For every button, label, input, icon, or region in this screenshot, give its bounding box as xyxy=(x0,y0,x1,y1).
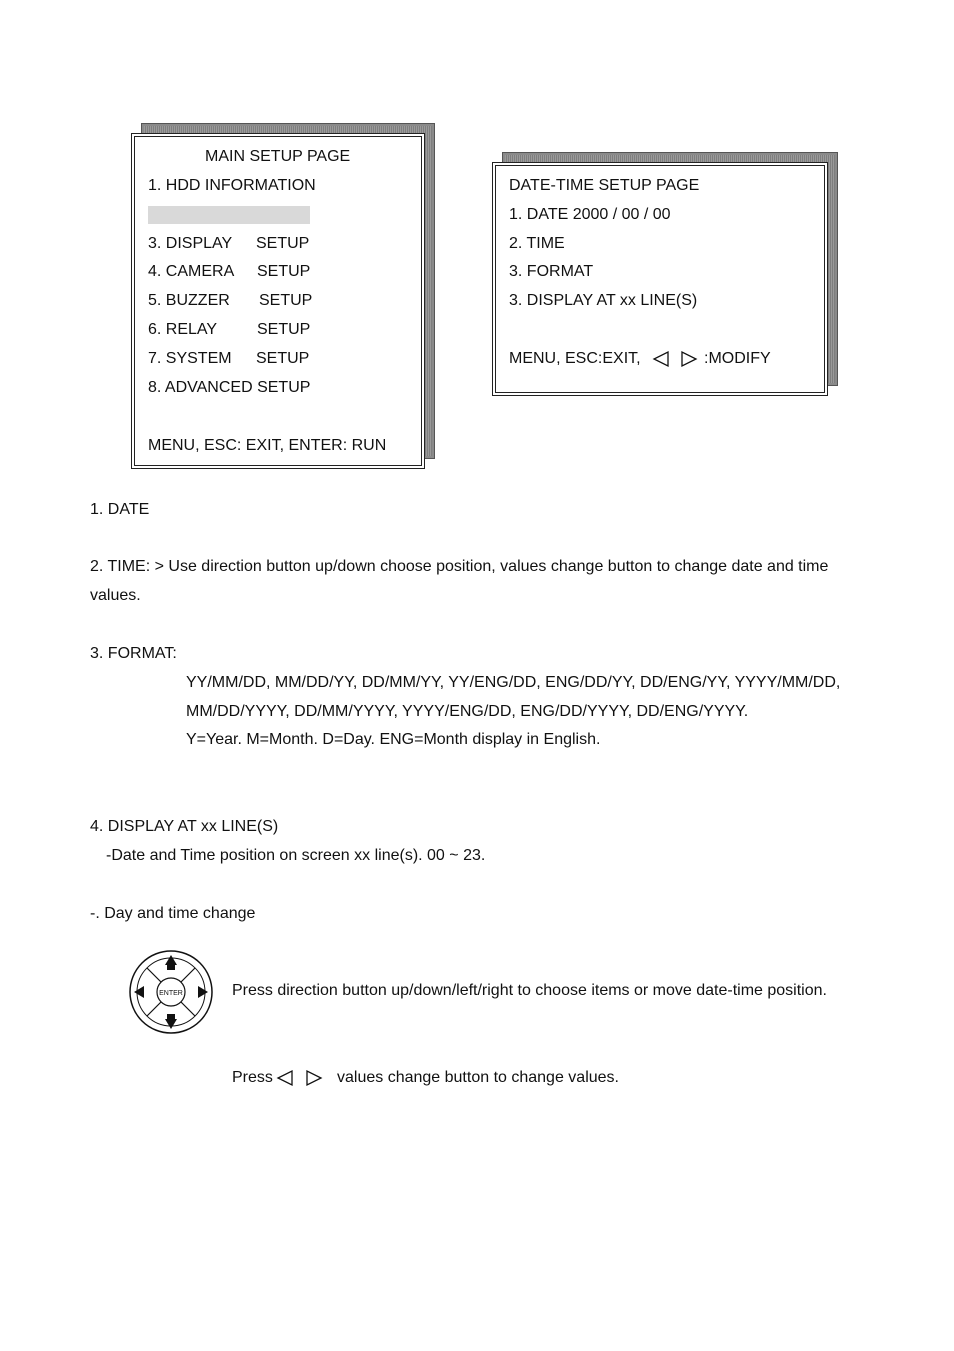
format-heading: 3. FORMAT: xyxy=(90,645,177,662)
main-menu-item-hdd[interactable]: 1. HDD INFORMATION xyxy=(148,177,316,194)
datetime-menu-footer-suffix: :MODIFY xyxy=(704,350,771,367)
right-triangle-icon xyxy=(680,350,698,368)
main-menu-item-buzzer[interactable]: 5. BUZZER xyxy=(148,292,230,309)
datetime-menu-item-date[interactable]: 1. DATE 2000 / 00 / 00 xyxy=(509,206,671,223)
main-menu-item-camera-setup: SETUP xyxy=(257,263,311,280)
format-options-line2: MM/DD/YYYY, DD/MM/YYYY, YYYY/ENG/DD, ENG/DD/YYYY, DD/ENG/YYYY. xyxy=(186,703,749,720)
main-menu-item-relay[interactable]: 6. RELAY xyxy=(148,321,218,338)
display-description: -Date and Time position on screen xx line(s). 00 ~ 23. xyxy=(106,847,486,864)
main-menu-item-display-setup: SETUP xyxy=(256,235,310,252)
enter-label: ENTER xyxy=(159,990,183,997)
date-heading: 1. DATE xyxy=(90,501,150,518)
main-menu-item-relay-setup: SETUP xyxy=(257,321,311,338)
left-triangle-icon xyxy=(276,1069,294,1087)
main-menu-footer: MENU, ESC: EXIT, ENTER: RUN xyxy=(148,437,387,454)
press-prefix: Press xyxy=(232,1069,273,1086)
format-legend: Y=Year. M=Month. D=Day. ENG=Month display in English. xyxy=(186,731,601,748)
main-setup-menu xyxy=(131,133,425,469)
datetime-setup-menu xyxy=(492,162,828,396)
main-menu-selected-item[interactable] xyxy=(148,206,310,224)
datetime-menu-item-time[interactable]: 2. TIME xyxy=(509,235,565,252)
format-options-line1: YY/MM/DD, MM/DD/YY, DD/MM/YY, YY/ENG/DD, ENG/DD/YY, DD/ENG/YY, YYYY/MM/DD, xyxy=(186,674,841,691)
main-menu-item-buzzer-setup: SETUP xyxy=(259,292,313,309)
datetime-menu-title: DATE-TIME SETUP PAGE xyxy=(509,177,700,194)
main-menu-item-camera[interactable]: 4. CAMERA xyxy=(148,263,235,280)
press-suffix: values change button to change values. xyxy=(337,1069,619,1086)
display-heading: 4. DISPLAY AT xx LINE(S) xyxy=(90,818,279,835)
datetime-menu-item-format[interactable]: 3. FORMAT xyxy=(509,263,594,280)
time-description-line2: values. xyxy=(90,587,141,604)
enter-direction-pad-icon xyxy=(128,948,214,1036)
change-heading: -. Day and time change xyxy=(90,905,256,922)
main-menu-item-system[interactable]: 7. SYSTEM xyxy=(148,350,232,367)
main-menu-item-advanced[interactable]: 8. ADVANCED SETUP xyxy=(148,379,311,396)
left-triangle-icon xyxy=(652,350,670,368)
direction-description: Press direction button up/down/left/right to choose items or move date-time position. xyxy=(232,982,827,999)
main-menu-title: MAIN SETUP PAGE xyxy=(205,148,351,165)
datetime-menu-item-display-line[interactable]: 3. DISPLAY AT xx LINE(S) xyxy=(509,292,698,309)
right-triangle-icon xyxy=(305,1069,323,1087)
time-description-line1: 2. TIME: > Use direction button up/down choose position, values change button to change date and time xyxy=(90,558,829,575)
main-menu-item-system-setup: SETUP xyxy=(256,350,310,367)
datetime-menu-footer-prefix: MENU, ESC:EXIT, xyxy=(509,350,641,367)
main-menu-item-display[interactable]: 3. DISPLAY xyxy=(148,235,233,252)
